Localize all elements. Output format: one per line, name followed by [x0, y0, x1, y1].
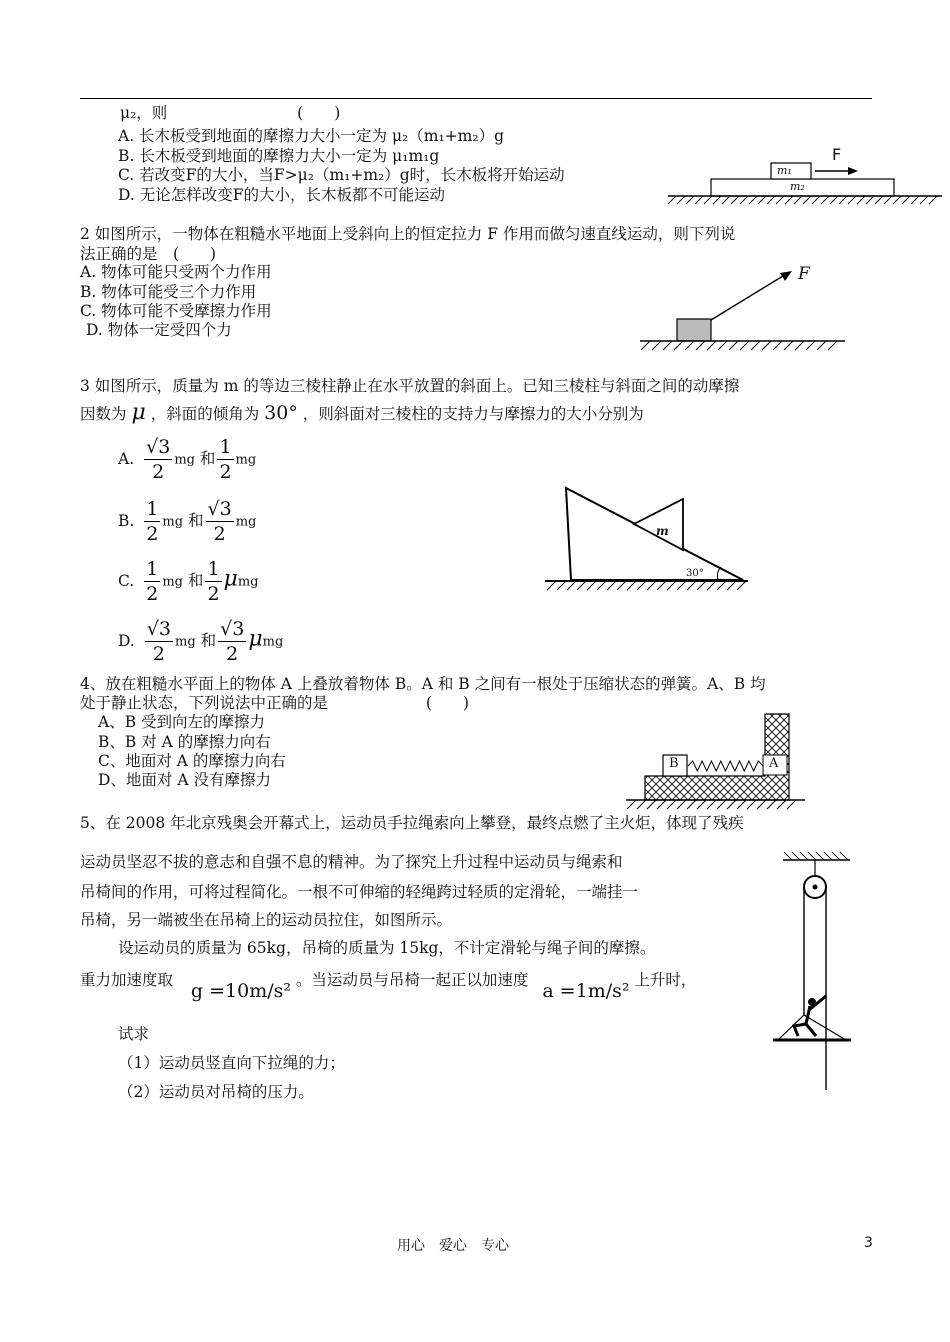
q4-label-a: A	[769, 756, 779, 771]
q3-stem-line1: 3 如图所示，质量为 m 的等边三棱柱静止在水平放置的斜面上。已知三棱柱与斜面之间的动摩擦	[80, 377, 740, 395]
q1-option-c: C. 若改变F的大小，当F>μ₂（m₁+m₂）g时，长木板将开始运动	[118, 166, 565, 184]
q1-force-label: F	[832, 145, 842, 164]
q2-option-d: D. 物体一定受四个力	[86, 321, 232, 339]
q3-mass-label: m	[656, 524, 669, 538]
q1-option-d: D. 无论怎样改变F的大小，长木板都不可能运动	[118, 186, 445, 204]
q3-angle-label: 30°	[686, 568, 704, 579]
hatch-stroke	[800, 852, 808, 860]
q2-option-a: A. 物体可能只受两个力作用	[80, 263, 272, 281]
q5-question-2: （2）运动员对吊椅的压力。	[118, 1083, 314, 1101]
q5-a-equation: a =1m/s²	[542, 980, 630, 1002]
q5-line3: 吊椅间的作用，可将过程简化。一根不可伸缩的轻绳跨过轻质的定滑轮，一端挂一	[80, 883, 639, 901]
q4-option-d: D、地面对 A 没有摩擦力	[98, 771, 271, 789]
q1-stem-tail: μ₂，则 ( )	[120, 104, 341, 122]
q5-question-1: （1）运动员竖直向下拉绳的力；	[118, 1054, 345, 1072]
hatch-stroke	[824, 852, 832, 860]
q4-stem-line1: 4、放在粗糙水平面上的物体 A 上叠放着物体 B。A 和 B 之间有一根处于压缩状态的弹簧。A、B 均	[80, 675, 766, 693]
q2-stem-line2: 法正确的是 ( )	[80, 245, 217, 263]
q4-label-b: B	[669, 756, 679, 771]
q4-stem-line2: 处于静止状态，下列说法中正确的是 ( )	[80, 694, 469, 712]
q5-ceiling-hatch	[784, 852, 848, 860]
q1-option-a: A. 长木板受到地面的摩擦力大小一定为 μ₂（m₁+m₂）g	[118, 127, 504, 145]
hatch-stroke	[792, 852, 800, 860]
q4-bracket: ( )	[425, 694, 469, 712]
q4-option-a: A、B 受到向左的摩擦力	[98, 713, 266, 731]
q3-mu-symbol: μ	[131, 400, 146, 425]
q5-g-equation: g =10m/s²	[190, 980, 291, 1002]
q2-option-b: B. 物体可能受三个力作用	[80, 283, 257, 301]
q1-option-b: B. 长木板受到地面的摩擦力大小一定为 μ₁m₁g	[118, 147, 440, 165]
hatch-stroke	[816, 852, 824, 860]
footer-motto: 用心 爱心 专心	[397, 1238, 509, 1254]
q1-top-block-label: m₁	[777, 164, 792, 177]
q3-stem-line2: 因数为 μ ，斜面的倾角为 30° ，则斜面对三棱柱的支持力与摩擦力的大小分别为	[80, 400, 644, 425]
q3-option-c: C. $\frac{1}{2}$ mg 和 $\frac{1}{2}$ μmg	[118, 558, 259, 605]
q2-stem-line1: 2 如图所示，一物体在粗糙水平地面上受斜向上的恒定拉力 F 作用而做匀速直线运动，则下列说	[80, 225, 736, 243]
q1-board-label: m₂	[790, 180, 805, 193]
q2-option-c: C. 物体可能不受摩擦力作用	[80, 302, 272, 320]
q5-pulley-axle	[813, 885, 818, 890]
q4-option-b: B、B 对 A 的摩擦力向右	[98, 733, 271, 751]
q5-athlete	[794, 996, 826, 1036]
q5-chair-strap-left	[778, 1015, 804, 1040]
hatch-stroke	[784, 852, 792, 860]
hatch-stroke	[840, 852, 848, 860]
q5-line6: 重力加速度取 g =10m/s² 。当运动员与吊椅一起正以加速度 a =1m/s² 上升时，	[80, 971, 697, 1002]
q5-line1: 5、在 2008 年北京残奥会开幕式上，运动员手拉绳索向上攀登，最终点燃了主火炬，体现了残疾	[80, 814, 744, 832]
q5-line5: 设运动员的质量为 65kg，吊椅的质量为 15kg，不计定滑轮与绳子间的摩擦。	[118, 939, 656, 957]
q4-option-c: C、地面对 A 的摩擦力向右	[98, 752, 286, 770]
hatch-stroke	[832, 852, 840, 860]
q5-ask: 试求	[118, 1025, 150, 1043]
q3-angle: 30°	[264, 402, 298, 424]
q5-line4: 吊椅，另一端被坐在吊椅上的运动员拉住，如图所示。	[80, 911, 453, 929]
q2-force-label: F	[798, 264, 810, 284]
q5-line2: 运动员坚忍不拔的意志和自强不息的精神。为了探究上升过程中运动员与绳索和	[80, 853, 623, 871]
q3-option-a: A. $\frac{√3}{2}$ mg 和 $\frac{1}{2}$ mg	[118, 436, 257, 483]
page-number: 3	[864, 1235, 873, 1251]
q3-option-b: B. $\frac{1}{2}$ mg 和 $\frac{√3}{2}$ mg	[118, 498, 257, 545]
hatch-stroke	[808, 852, 816, 860]
q3-option-d: D. $\frac{√3}{2}$ mg 和 $\frac{√3}{2}$ μmg	[118, 618, 284, 665]
q1-bracket: ( )	[297, 104, 341, 122]
